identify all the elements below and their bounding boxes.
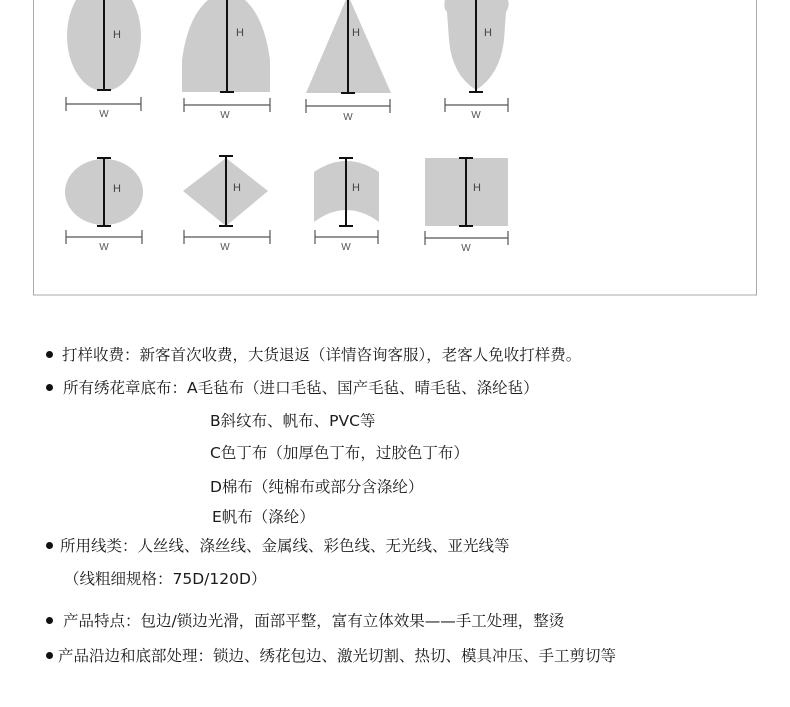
bullet [46,384,53,391]
shapes [65,0,509,226]
bullet [46,351,53,358]
fabric-b: B斜纹布、帆布、PVC等 [210,412,376,430]
width-label: W [99,242,109,253]
bullet [46,652,53,659]
width-label: W [471,110,481,121]
height-label: H [233,182,241,194]
height-label: H [484,27,492,39]
fabric-c: C色丁布（加厚色丁布，过胶色丁布） [210,444,469,462]
width-label: W [220,110,230,121]
sample-fee-note: 打样收费：新客首次收费，大货退返（详情咨询客服），老客人免收打样费。 [62,346,582,364]
features-note: 产品特点：包边/锁边光滑，面部平整，富有立体效果——手工处理，整烫 [63,612,565,630]
height-label: H [473,182,481,194]
height-label: H [352,27,360,39]
thread-spec: （线粗细规格：75D/120D） [64,570,267,588]
height-label: H [113,29,121,41]
width-label: W [461,243,471,254]
bullet [46,617,53,624]
fabric-e: E帆布（涤纶） [212,508,315,526]
threads-note: 所用线类：人丝线、涤丝线、金属线、彩色线、无光线、亚光线等 [60,537,510,555]
width-labels [99,109,481,254]
shape-size-diagram [0,0,790,300]
edge-processing-note: 产品沿边和底部处理：锁边、绣花包边、激光切割、热切、模具冲压、手工剪切等 [58,647,617,665]
height-label: H [236,27,244,39]
fabric-d: D棉布（纯棉布或部分含涤纶） [210,478,424,496]
fabric-note: 所有绣花章底布：A毛毡布（进口毛毡、国产毛毡、晴毛毡、涤纶毡） [63,379,539,397]
width-label: W [343,112,353,123]
diagram-frame [34,0,757,295]
width-label: W [220,242,230,253]
height-label: H [352,182,360,194]
bullet [46,542,53,549]
width-label: W [341,242,351,253]
width-label: W [99,109,109,120]
height-label: H [113,183,121,195]
